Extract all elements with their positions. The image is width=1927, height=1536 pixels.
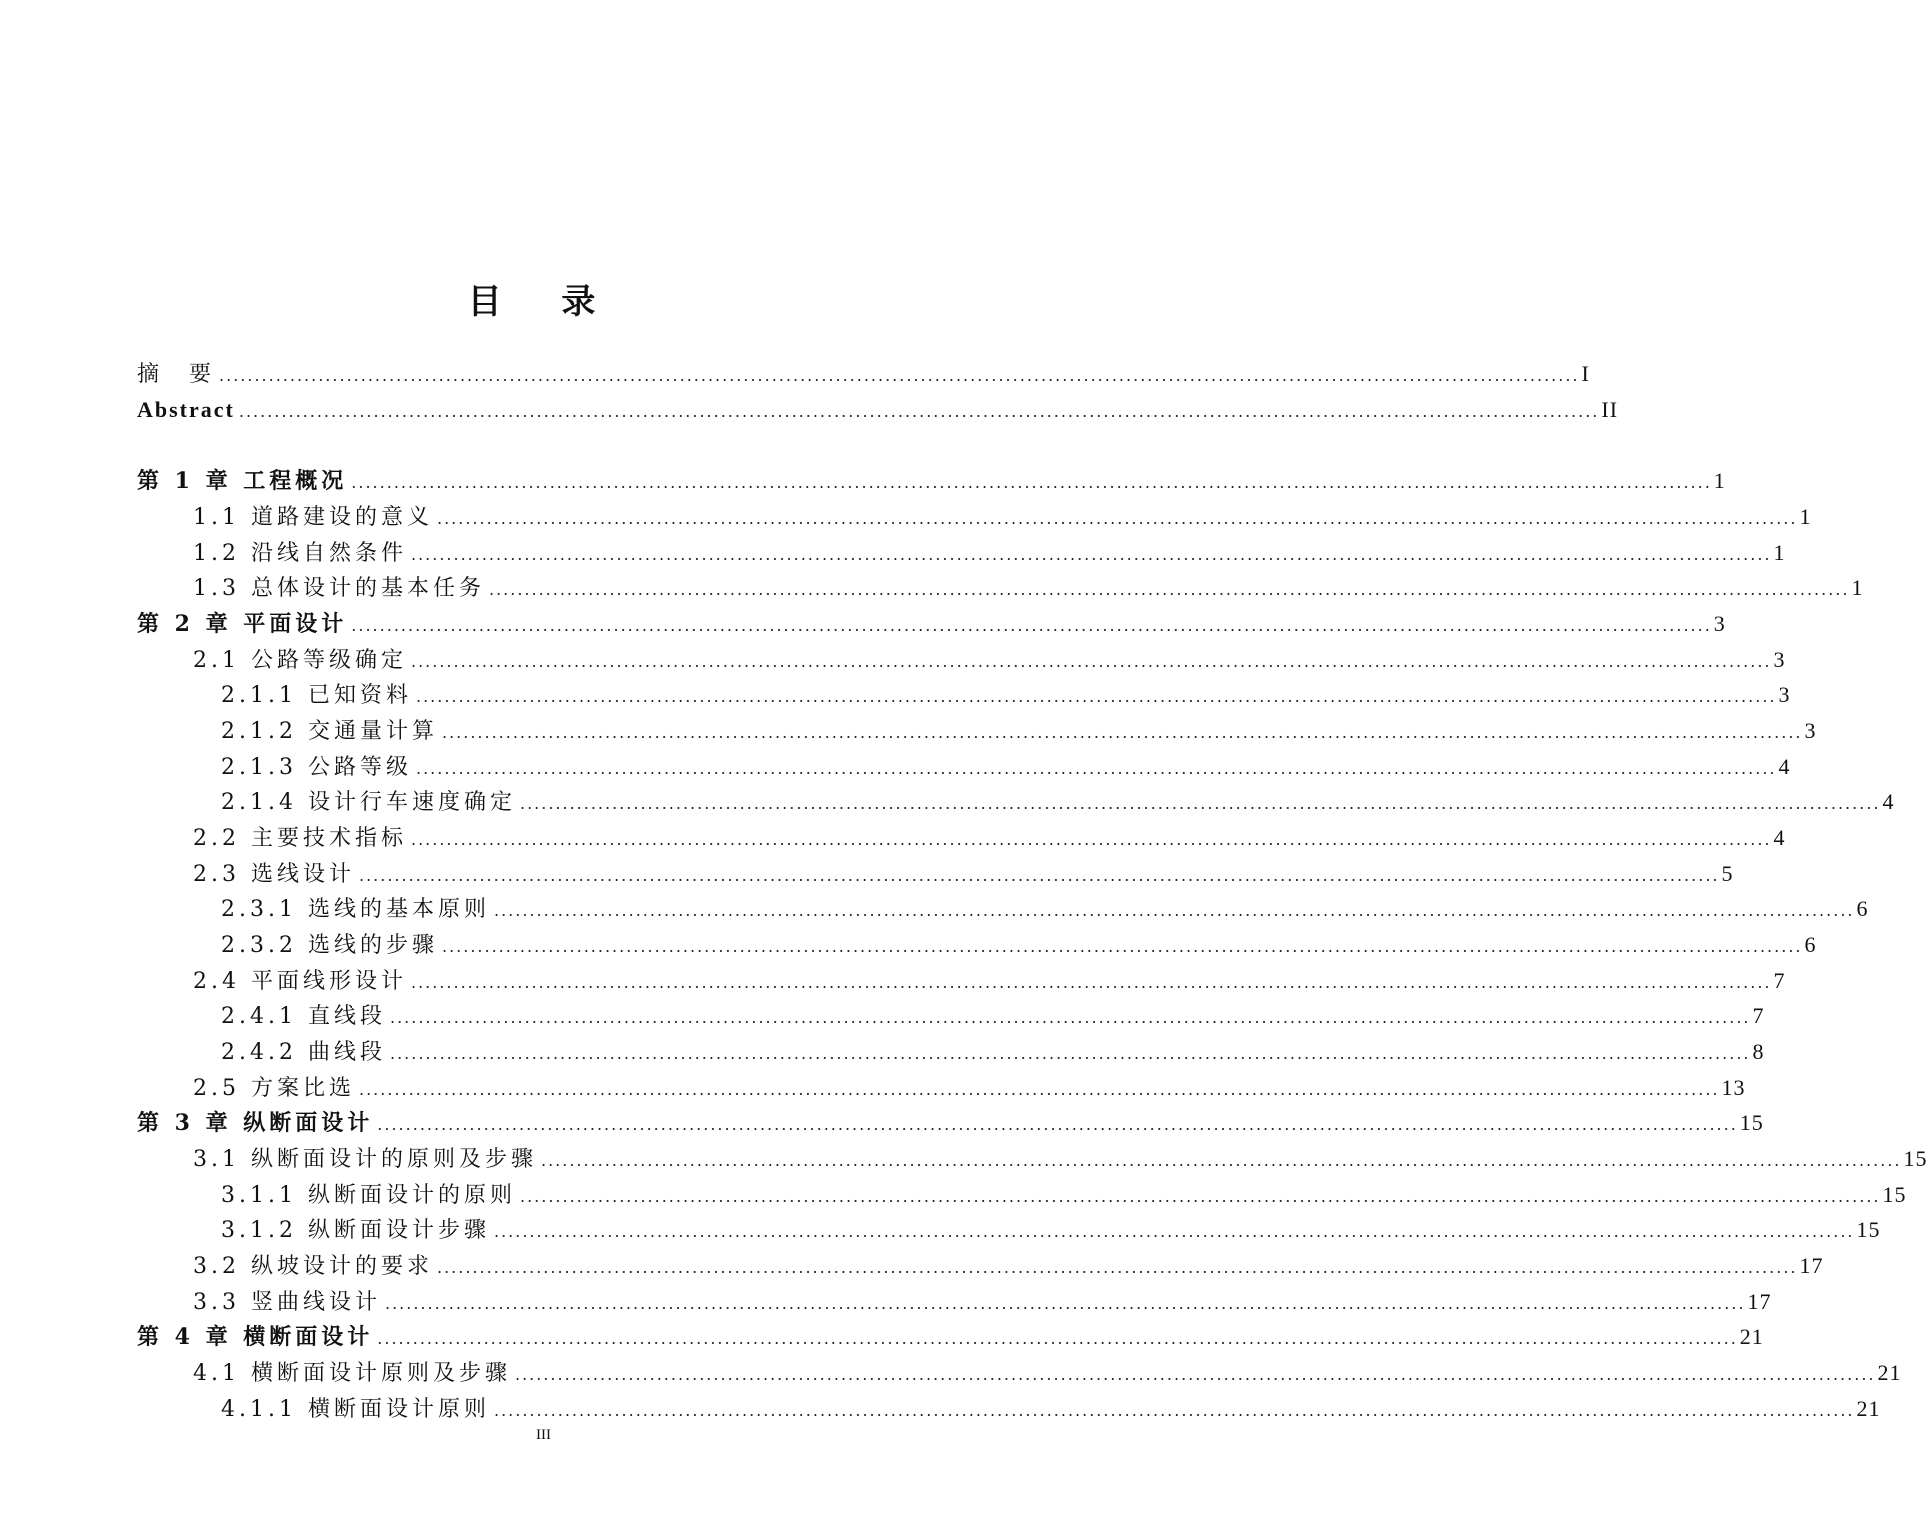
toc-entry-label: 2.1.4 设计行车速度确定 [221, 790, 516, 815]
toc-entry-label: Abstract [137, 397, 235, 422]
dot-leader: ................................................................................................................................................................................................ [219, 366, 1580, 385]
dot-leader: ................................................................................................................................................................................................ [415, 687, 1777, 706]
toc-entry-label: 2.2 主要技术指标 [193, 826, 407, 851]
toc-entry-label: 2.4.2 曲线段 [221, 1040, 386, 1065]
toc-entry-page: 15 [1739, 1110, 1764, 1135]
toc-entry-1-2[interactable] [193, 536, 1786, 570]
toc-entry-page: 5 [1721, 861, 1734, 886]
toc-entry-page: 1 [1773, 540, 1786, 565]
toc-entry-label: 2.1.3 公路等级 [221, 755, 412, 780]
toc-entry-label: 3.1.1 纵断面设计的原则 [221, 1183, 516, 1208]
toc-entry-3-3[interactable] [193, 1285, 1772, 1319]
toc-entry-page: 15 [1903, 1146, 1927, 1171]
toc-entry-chapter-1[interactable] [137, 464, 1726, 498]
toc-entry-2-2[interactable] [193, 821, 1786, 855]
toc-entry-2-4-1[interactable] [221, 999, 1765, 1033]
toc-entry-page: 21 [1739, 1324, 1764, 1349]
toc-entry-1-3[interactable] [193, 571, 1864, 605]
toc-entry-label: 1.2 沿线自然条件 [193, 541, 407, 566]
toc-entry-label: 第 3 章 纵断面设计 [137, 1110, 374, 1136]
toc-entry-4-1[interactable] [193, 1356, 1902, 1390]
toc-entry-chapter-4[interactable] [137, 1320, 1764, 1354]
toc-entry-3-2[interactable] [193, 1249, 1824, 1283]
toc-entry-page: 3 [1778, 682, 1791, 707]
toc-entry-page: 3 [1713, 611, 1726, 636]
toc-entry-3-1-2[interactable] [221, 1213, 1881, 1247]
toc-entry-page: 6 [1856, 896, 1869, 921]
dot-leader: ................................................................................................................................................................................................ [410, 973, 1772, 992]
toc-entry-page: 1 [1799, 504, 1812, 529]
toc-entry-label: 4.1.1 横断面设计原则 [221, 1397, 490, 1422]
toc-entry-label: 3.1.2 纵断面设计步骤 [221, 1218, 490, 1243]
toc-entry-label: 2.1.1 已知资料 [221, 683, 412, 708]
toc-entry-page: 7 [1773, 968, 1786, 993]
toc-entry-2-1-1[interactable] [221, 678, 1791, 712]
dot-leader: ................................................................................................................................................................................................ [441, 723, 1803, 742]
dot-leader: ................................................................................................................................................................................................ [410, 652, 1772, 671]
dot-leader: ................................................................................................................................................................................................ [415, 759, 1777, 778]
toc-entry-page: 7 [1752, 1003, 1765, 1028]
toc-entry-3-1[interactable] [193, 1142, 1927, 1176]
dot-leader: ................................................................................................................................................................................................ [358, 866, 1720, 885]
dot-leader: ................................................................................................................................................................................................ [519, 794, 1881, 813]
dot-leader: ................................................................................................................................................................................................ [384, 1294, 1746, 1313]
toc-entry-page: 8 [1752, 1039, 1765, 1064]
toc-entry-label: 第 2 章 平面设计 [137, 611, 348, 637]
toc-entry-page: 4 [1778, 754, 1791, 779]
dot-leader: ................................................................................................................................................................................................ [514, 1365, 1876, 1384]
dot-leader: ................................................................................................................................................................................................ [436, 1258, 1798, 1277]
toc-entry-page: 4 [1882, 789, 1895, 814]
toc-entry-page: 15 [1882, 1182, 1907, 1207]
toc-entry-label: 3.1 纵断面设计的原则及步骤 [193, 1147, 537, 1172]
toc-entry-page: I [1581, 361, 1590, 386]
toc-entry-page: 3 [1773, 647, 1786, 672]
toc-entry-page: 15 [1856, 1217, 1881, 1242]
toc-entry-label: 2.1.2 交通量计算 [221, 719, 438, 744]
toc-entry-page: 17 [1747, 1289, 1772, 1314]
toc-entry-abstract-en[interactable] [137, 393, 1619, 427]
toc-entry-page: 21 [1856, 1396, 1881, 1421]
toc-entry-abstract-cn[interactable] [137, 357, 1590, 391]
toc-entry-2-1-4[interactable] [221, 785, 1895, 819]
toc-title: 目 录 [467, 282, 620, 322]
toc-entry-page: 3 [1804, 718, 1817, 743]
dot-leader: ................................................................................................................................................................................................ [493, 901, 1855, 920]
dot-leader: ................................................................................................................................................................................................ [351, 616, 1712, 635]
toc-entry-page: 4 [1773, 825, 1786, 850]
toc-entry-label: 4.1 横断面设计原则及步骤 [193, 1361, 511, 1386]
toc-entry-label: 2.4 平面线形设计 [193, 969, 407, 994]
toc-entry-2-3-2[interactable] [221, 928, 1817, 962]
toc-entry-chapter-2[interactable] [137, 607, 1726, 641]
dot-leader: ................................................................................................................................................................................................ [389, 1044, 1751, 1063]
toc-entry-2-3[interactable] [193, 857, 1734, 891]
toc-entry-label: 1.1 道路建设的意义 [193, 505, 433, 530]
dot-leader: ................................................................................................................................................................................................ [351, 473, 1712, 492]
dot-leader: ................................................................................................................................................................................................ [410, 545, 1772, 564]
toc-entry-label: 2.3.1 选线的基本原则 [221, 897, 490, 922]
toc-entry-page: 21 [1877, 1360, 1902, 1385]
dot-leader: ................................................................................................................................................................................................ [519, 1187, 1881, 1206]
toc-entry-2-1[interactable] [193, 643, 1786, 677]
toc-entry-2-5[interactable] [193, 1071, 1746, 1105]
toc-entry-page: 17 [1799, 1253, 1824, 1278]
dot-leader: ................................................................................................................................................................................................ [540, 1151, 1902, 1170]
toc-entry-label: 摘 要 [137, 362, 216, 387]
toc-entry-page: II [1601, 397, 1619, 422]
toc-entry-page: 1 [1851, 575, 1864, 600]
toc-entry-2-1-2[interactable] [221, 714, 1817, 748]
toc-entry-2-3-1[interactable] [221, 892, 1869, 926]
toc-entry-4-1-1[interactable] [221, 1392, 1881, 1426]
toc-entry-label: 2.3 选线设计 [193, 862, 355, 887]
toc-entry-2-4[interactable] [193, 964, 1786, 998]
toc-entry-label: 第 4 章 横断面设计 [137, 1324, 374, 1350]
toc-entry-label: 2.5 方案比选 [193, 1076, 355, 1101]
toc-entry-page: 6 [1804, 932, 1817, 957]
dot-leader: ................................................................................................................................................................................................ [377, 1115, 1738, 1134]
toc-entry-label: 2.1 公路等级确定 [193, 648, 407, 673]
toc-entry-page: 13 [1721, 1075, 1746, 1100]
toc-entry-label: 2.3.2 选线的步骤 [221, 933, 438, 958]
dot-leader: ................................................................................................................................................................................................ [358, 1080, 1720, 1099]
dot-leader: ................................................................................................................................................................................................ [238, 402, 1600, 421]
dot-leader: ................................................................................................................................................................................................ [389, 1008, 1751, 1027]
dot-leader: ................................................................................................................................................................................................ [436, 509, 1798, 528]
toc-entry-label: 2.4.1 直线段 [221, 1004, 386, 1029]
dot-leader: ................................................................................................................................................................................................ [493, 1401, 1855, 1420]
toc-entry-1-1[interactable] [193, 500, 1812, 534]
dot-leader: ................................................................................................................................................................................................ [410, 830, 1772, 849]
toc-entry-label: 第 1 章 工程概况 [137, 468, 348, 494]
page-number: III [536, 1427, 551, 1443]
dot-leader: ................................................................................................................................................................................................ [488, 580, 1850, 599]
dot-leader: ................................................................................................................................................................................................ [493, 1222, 1855, 1241]
toc-entry-2-1-3[interactable] [221, 750, 1791, 784]
toc-entry-chapter-3[interactable] [137, 1106, 1764, 1140]
dot-leader: ................................................................................................................................................................................................ [441, 937, 1803, 956]
toc-entry-label: 3.2 纵坡设计的要求 [193, 1254, 433, 1279]
toc-entry-2-4-2[interactable] [221, 1035, 1765, 1069]
toc-entry-3-1-1[interactable] [221, 1178, 1907, 1212]
toc-entry-label: 3.3 竖曲线设计 [193, 1290, 381, 1315]
toc-entry-label: 1.3 总体设计的基本任务 [193, 576, 485, 601]
toc-entry-page: 1 [1713, 468, 1726, 493]
dot-leader: ................................................................................................................................................................................................ [377, 1329, 1738, 1348]
